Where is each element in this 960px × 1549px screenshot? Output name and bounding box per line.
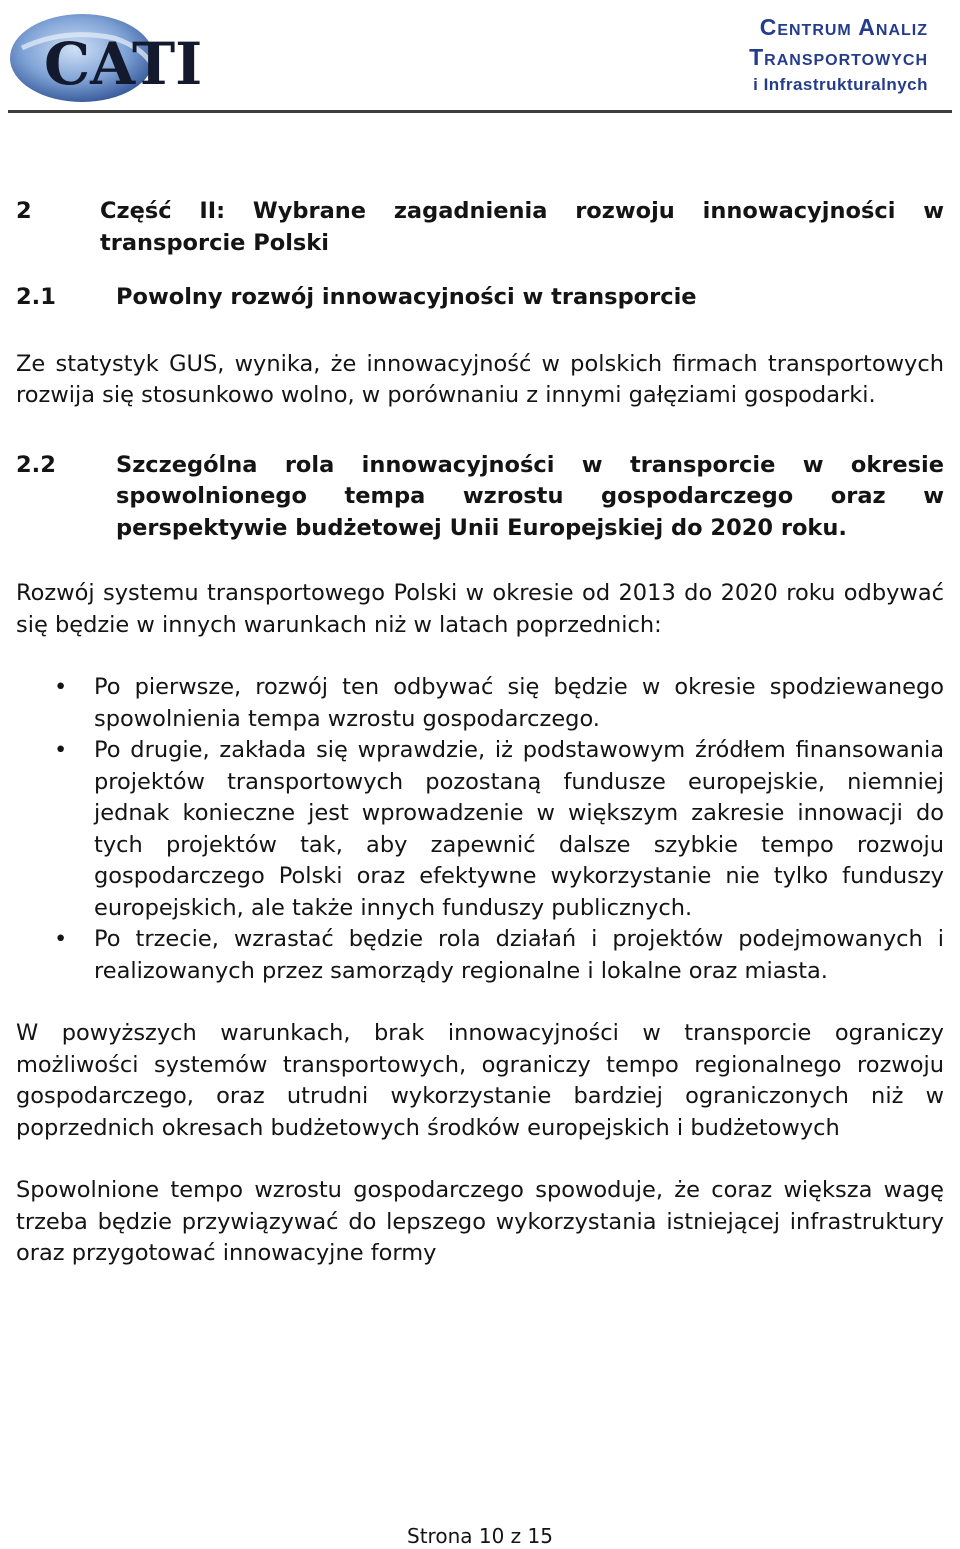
subsection-title: Szczególna rola innowacyjności w transporcie w okresie spowolnionego tempa wzrostu gospodarczego oraz w perspektywie budżetowej Unii Europejskiej do 2020 roku. bbox=[116, 451, 944, 541]
section-number: 2 bbox=[16, 198, 32, 224]
section-title: Część II: Wybrane zagadnienia rozwoju innowacyjności w transporcie Polski bbox=[100, 198, 944, 256]
paragraph-intro: Rozwój systemu transportowego Polski w okresie od 2013 do 2020 roku odbywać się będzie w innych warunkach niż w latach poprzednich: bbox=[16, 580, 944, 638]
bullet-icon: • bbox=[54, 926, 68, 952]
svg-text:CATI: CATI bbox=[44, 30, 203, 98]
paragraph-slowdown: Spowolnione tempo wzrostu gospodarczego spowoduje, że coraz większa wagę trzeba będzie przywiązywać do lepszego wykorzystania istniejącej infrastruktury oraz przygotować innowacyjne formy bbox=[16, 1177, 944, 1266]
section-heading bbox=[16, 196, 944, 259]
list-item: • Po drugie, zakłada się wprawdzie, iż podstawowym źródłem finansowania projektów transportowych pozostaną fundusze europejskie, niemniej jednak konieczne jest wprowadzenie w większym zakresie innowacji do tych projektów tak, aby zapewnić dalsze szybkie tempo rozwoju gospodarczego Polski oraz efektywne wykorzystanie nie tylko funduszy europejskich, ale także innych funduszy publicznych. bbox=[54, 737, 944, 921]
page-header bbox=[0, 0, 960, 118]
brand-line-3: i Infrastrukturalnych bbox=[753, 75, 928, 94]
list-item: • Po trzecie, wzrastać będzie rola działań i projektów podejmowanych i realizowanych przez samorządy regionalne i lokalne oraz miasta. bbox=[54, 926, 944, 984]
cati-logo bbox=[4, 8, 232, 108]
organization-name bbox=[749, 12, 928, 98]
subsection-title: Powolny rozwój innowacyjności w transporcie bbox=[116, 284, 697, 310]
subsection-heading-2-2 bbox=[16, 450, 944, 545]
brand-line-2: Transportowych bbox=[749, 44, 928, 70]
list-item: • Po pierwsze, rozwój ten odbywać się będzie w okresie spodziewanego spowolnienia tempa wzrostu gospodarczego. bbox=[54, 674, 944, 732]
subsection-number: 2.1 bbox=[16, 284, 56, 310]
bullet-list bbox=[16, 672, 944, 987]
document-body bbox=[16, 196, 944, 1270]
paragraph-gus: Ze statystyk GUS, wynika, że innowacyjność w polskich firmach transportowych rozwija się stosunkowo wolno, w porównaniu z innymi gałęziami gospodarki. bbox=[16, 350, 944, 408]
page-number: Strona 10 z 15 bbox=[407, 1524, 553, 1548]
bullet-icon: • bbox=[54, 674, 68, 700]
brand-line-1: Centrum Analiz bbox=[759, 14, 928, 40]
header-divider bbox=[8, 110, 952, 113]
subsection-heading-2-1 bbox=[16, 282, 944, 314]
bullet-icon: • bbox=[54, 737, 68, 763]
subsection-number: 2.2 bbox=[16, 451, 56, 478]
paragraph-conditions: W powyższych warunkach, brak innowacyjności w transporcie ograniczy możliwości systemów transportowych, ograniczy tempo regionalnego rozwoju gospodarczego, oraz utrudni wykorzystanie bardziej ograniczonych niż w poprzednich okresach budżetowych środków europejskich i budżetowych bbox=[16, 1020, 944, 1141]
